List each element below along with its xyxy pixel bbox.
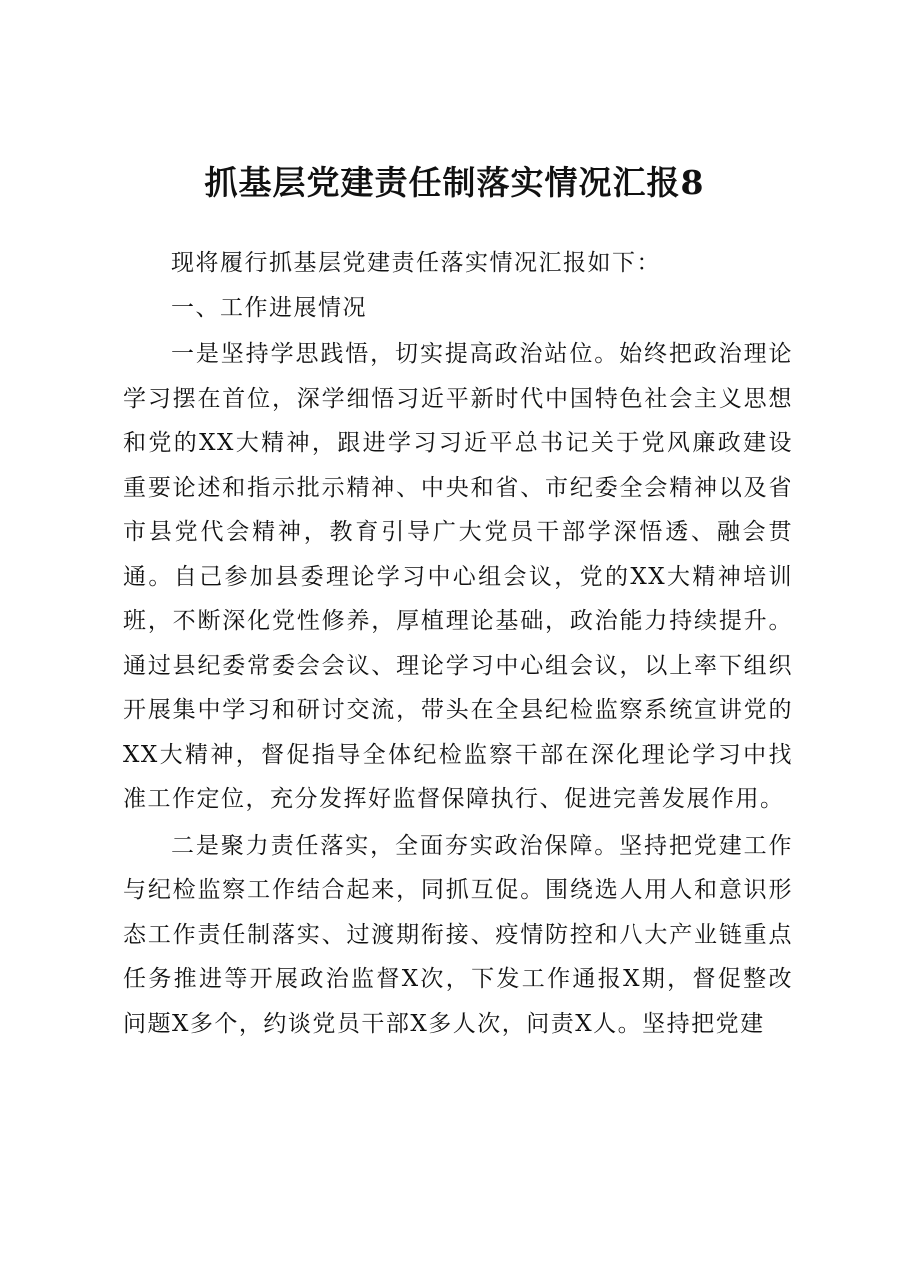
- paragraph-point-one: 一是坚持学思践悟，切实提高政治站位。始终把政治理论学习摆在首位，深学细悟习近平新时代中国特色社会主义思想和党的XX大精神，跟进学习习近平总书记关于党风廉政建设重要论述和指示批示精神、中央和省、市纪委全会精神以及省市县党代会精神，教育引导广大党员干部学深悟透、融会贯通。自己参加县委理论学习中心组会议，党的XX大精神培训班，不断深化党性修养，厚植理论基础，政治能力持续提升。通过县纪委常委会会议、理论学习中心组会议，以上率下组织开展集中学习和研讨交流，带头在全县纪检监察系统宣讲党的XX大精神，督促指导全体纪检监察干部在深化理论学习中找准工作定位，充分发挥好监督保障执行、促进完善发展作用。: [123, 341, 793, 812]
- paragraph-point-two: 二是聚力责任落实，全面夯实政治保障。坚持把党建工作与纪检监察工作结合起来，同抓互促。围绕选人用人和意识形态工作责任制落实、过渡期衔接、疫情防控和八大产业链重点任务推进等开展政治监督X次，下发工作通报X期，督促整改问题X多个，约谈党员干部X多人次，问责X人。坚持把党建: [123, 832, 793, 1037]
- document-title: 抓基层党建责任制落实情况汇报8: [204, 163, 705, 202]
- intro-paragraph: 现将履行抓基层党建责任落实情况汇报如下：: [171, 250, 661, 276]
- section-heading: 一、工作进展情况: [171, 294, 367, 321]
- document-body: [123, 241, 793, 1046]
